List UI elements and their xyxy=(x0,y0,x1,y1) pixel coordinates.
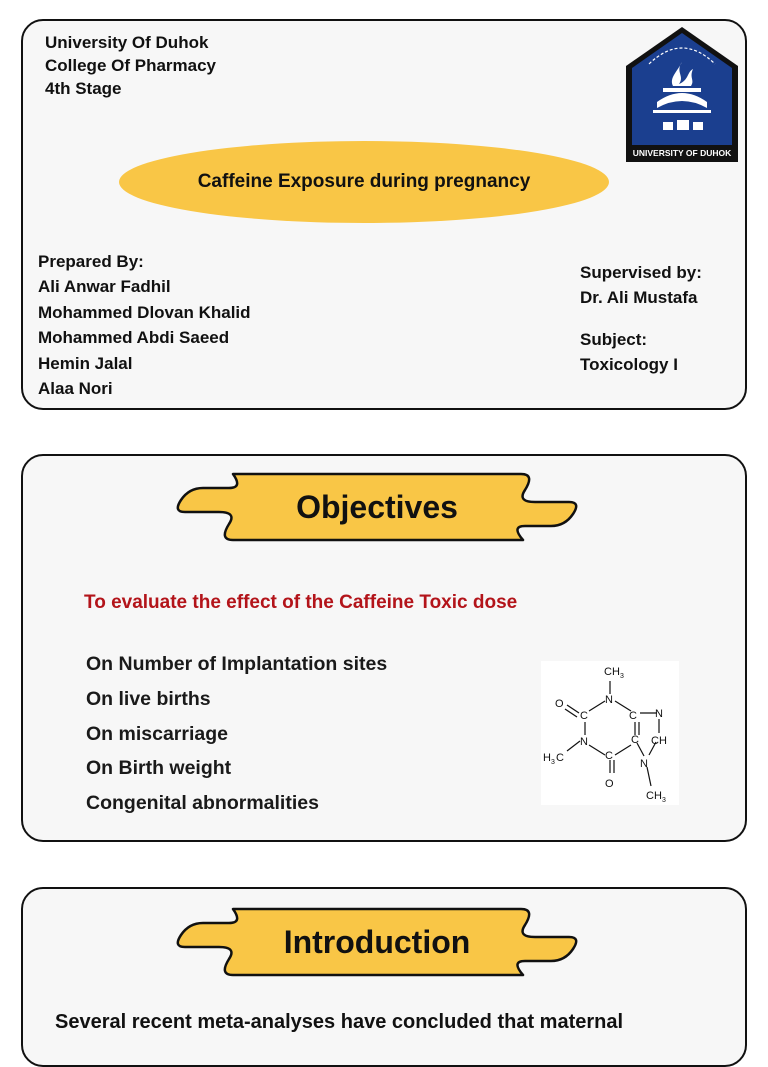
objectives-card xyxy=(21,454,747,842)
stage-label: 4th Stage xyxy=(45,79,122,98)
svg-text:C: C xyxy=(556,752,564,764)
prepared-by-block xyxy=(38,249,251,401)
svg-text:N: N xyxy=(655,708,663,720)
introduction-text: Several recent meta-analyses have concluded that maternal xyxy=(55,1011,624,1033)
introduction-banner xyxy=(173,903,581,981)
svg-text:C: C xyxy=(631,734,639,746)
svg-text:CH: CH xyxy=(651,735,667,747)
svg-text:N: N xyxy=(580,736,588,748)
svg-text:3: 3 xyxy=(620,673,624,680)
subject-heading: Subject: xyxy=(580,330,648,349)
svg-text:N: N xyxy=(605,694,613,706)
college-name: College Of Pharmacy xyxy=(45,56,217,75)
objectives-banner xyxy=(173,468,581,546)
objectives-title: Objectives xyxy=(296,488,458,525)
logo-caption: UNIVERSITY OF DUHOK xyxy=(632,148,732,158)
title-pill xyxy=(119,141,609,223)
supervised-heading: Supervised by: xyxy=(580,263,702,282)
introduction-card xyxy=(21,887,747,1067)
list-item: Congenital abnormalities xyxy=(86,792,319,815)
svg-text:N: N xyxy=(640,758,648,770)
cover-card xyxy=(21,19,747,410)
university-name: University Of Duhok xyxy=(45,33,209,52)
svg-text:C: C xyxy=(580,710,588,722)
author-name: Mohammed Dlovan Khalid xyxy=(38,302,251,322)
svg-text:O: O xyxy=(605,778,614,790)
introduction-title: Introduction xyxy=(283,923,471,960)
caffeine-structure-image xyxy=(541,661,679,805)
author-name: Alaa Nori xyxy=(38,379,113,399)
subject-name: Toxicology I xyxy=(580,355,678,374)
institution-block xyxy=(45,31,216,100)
list-item: On Number of Implantation sites xyxy=(86,653,388,675)
supervision-block xyxy=(580,260,702,377)
objectives-list xyxy=(86,652,387,826)
author-name: Hemin Jalal xyxy=(38,353,133,373)
presentation-title: Caffeine Exposure during pregnancy xyxy=(197,171,531,192)
svg-text:O: O xyxy=(555,698,564,710)
svg-text:C: C xyxy=(605,750,613,762)
svg-text:3: 3 xyxy=(662,797,666,804)
svg-text:3: 3 xyxy=(551,759,555,766)
list-item: On live births xyxy=(86,687,211,710)
svg-text:C: C xyxy=(629,710,637,722)
author-name: Ali Anwar Fadhil xyxy=(38,277,171,297)
list-item: On miscarriage xyxy=(86,722,228,745)
svg-text:CH: CH xyxy=(604,666,620,678)
aim-statement: To evaluate the effect of the Caffeine Toxic dose xyxy=(84,592,518,613)
supervisor-name: Dr. Ali Mustafa xyxy=(580,288,698,307)
university-logo xyxy=(623,24,741,164)
svg-text:H: H xyxy=(543,752,551,764)
svg-text:CH: CH xyxy=(646,790,662,802)
author-name: Mohammed Abdi Saeed xyxy=(38,328,230,348)
list-item: On Birth weight xyxy=(86,757,232,780)
prepared-heading: Prepared By: xyxy=(38,252,144,271)
